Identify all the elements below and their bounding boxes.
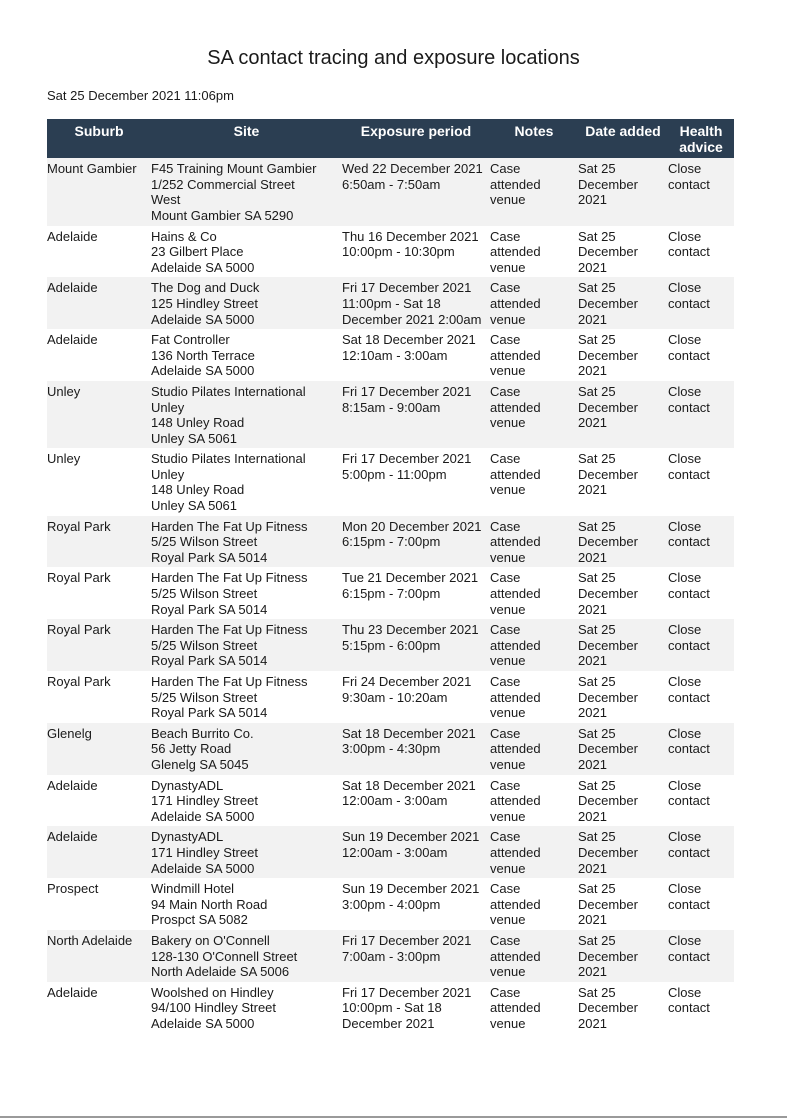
notes-cell: Case attended venue [490,516,578,568]
site-line: Beach Burrito Co. [151,725,254,741]
site-line: Adelaide SA 5000 [151,259,255,275]
table-row [47,930,734,982]
suburb-cell: Royal Park [47,516,151,568]
health-advice-cell: Close contact [668,671,734,723]
table-header [47,119,734,158]
site-line: Harden The Fat Up Fitness [151,518,308,534]
date-added-cell: Sat 25 December 2021 [578,723,668,775]
health-advice-cell: Close contact [668,381,734,448]
notes-cell: Case attended venue [490,723,578,775]
site-cell [151,567,342,619]
site-line: Harden The Fat Up Fitness [151,570,308,586]
date-added-cell: Sat 25 December 2021 [578,226,668,278]
exposure-period-cell: Fri 17 December 2021 7:00am - 3:00pm [342,930,490,982]
site-cell [151,723,342,775]
column-header-notes: Notes [490,119,578,158]
date-added-cell: Sat 25 December 2021 [578,567,668,619]
date-added-cell: Sat 25 December 2021 [578,619,668,671]
date-added-cell: Sat 25 December 2021 [578,516,668,568]
column-header-health-advice: Health advice [668,119,734,158]
table-row [47,277,734,329]
exposure-period-cell: Wed 22 December 2021 6:50am - 7:50am [342,158,490,225]
exposure-period-cell: Sat 18 December 2021 3:00pm - 4:30pm [342,723,490,775]
exposure-period-cell: Tue 21 December 2021 6:15pm - 7:00pm [342,567,490,619]
date-added-cell: Sat 25 December 2021 [578,158,668,225]
date-added-cell: Sat 25 December 2021 [578,277,668,329]
date-added-cell: Sat 25 December 2021 [578,381,668,448]
site-line: Adelaide SA 5000 [151,860,255,876]
exposure-period-cell: Fri 24 December 2021 9:30am - 10:20am [342,671,490,723]
column-header-site: Site [151,119,342,158]
site-cell [151,826,342,878]
site-line: 56 Jetty Road [151,741,232,757]
site-cell [151,619,342,671]
notes-cell: Case attended venue [490,930,578,982]
table-body [47,158,734,1033]
site-cell [151,158,342,225]
site-cell [151,775,342,827]
site-cell [151,329,342,381]
site-line: Unley [151,399,185,415]
site-line: 5/25 Wilson Street [151,637,258,653]
exposure-period-cell: Sat 18 December 2021 12:10am - 3:00am [342,329,490,381]
site-line: Royal Park SA 5014 [151,653,268,669]
table-row [47,723,734,775]
table-row [47,516,734,568]
site-line: 148 Unley Road [151,415,245,431]
site-line: Adelaide SA 5000 [151,311,255,327]
table-row [47,826,734,878]
notes-cell: Case attended venue [490,671,578,723]
table-row [47,381,734,448]
site-line: 94 Main North Road [151,896,268,912]
site-line: Unley SA 5061 [151,498,238,514]
notes-cell: Case attended venue [490,775,578,827]
date-added-cell: Sat 25 December 2021 [578,329,668,381]
notes-cell: Case attended venue [490,277,578,329]
health-advice-cell: Close contact [668,226,734,278]
table-row [47,226,734,278]
site-line: Studio Pilates International [151,383,306,399]
column-header-suburb: Suburb [47,119,151,158]
exposure-period-cell: Sat 18 December 2021 12:00am - 3:00am [342,775,490,827]
site-line: F45 Training Mount Gambier [151,161,317,177]
site-line: West [151,192,181,208]
notes-cell: Case attended venue [490,567,578,619]
site-line: 5/25 Wilson Street [151,586,258,602]
site-cell [151,982,342,1034]
health-advice-cell: Close contact [668,878,734,930]
site-cell [151,381,342,448]
table-row [47,158,734,225]
health-advice-cell: Close contact [668,516,734,568]
suburb-cell: Adelaide [47,982,151,1034]
suburb-cell: Royal Park [47,619,151,671]
site-line: 94/100 Hindley Street [151,1000,277,1016]
health-advice-cell: Close contact [668,826,734,878]
site-line: 5/25 Wilson Street [151,689,258,705]
site-line: Adelaide SA 5000 [151,1015,255,1031]
site-cell [151,448,342,515]
table-row [47,567,734,619]
site-line: North Adelaide SA 5006 [151,964,290,980]
site-line: 1/252 Commercial Street [151,176,295,192]
health-advice-cell: Close contact [668,775,734,827]
suburb-cell: Adelaide [47,277,151,329]
site-line: 23 Gilbert Place [151,244,244,260]
suburb-cell: Adelaide [47,329,151,381]
date-added-cell: Sat 25 December 2021 [578,671,668,723]
site-line: Royal Park SA 5014 [151,705,268,721]
site-line: Unley SA 5061 [151,430,238,446]
date-added-cell: Sat 25 December 2021 [578,775,668,827]
health-advice-cell: Close contact [668,329,734,381]
suburb-cell: Royal Park [47,567,151,619]
health-advice-cell: Close contact [668,982,734,1034]
site-line: 125 Hindley Street [151,295,258,311]
site-line: Unley [151,466,185,482]
suburb-cell: Mount Gambier [47,158,151,225]
site-cell [151,878,342,930]
exposure-period-cell: Fri 17 December 2021 10:00pm - Sat 18 December 2021 [342,982,490,1034]
exposure-period-cell: Thu 23 December 2021 5:15pm - 6:00pm [342,619,490,671]
date-added-cell: Sat 25 December 2021 [578,930,668,982]
header-row [47,119,734,158]
site-line: DynastyADL [151,829,224,845]
table-row [47,671,734,723]
notes-cell: Case attended venue [490,878,578,930]
site-line: 128-130 O'Connell Street [151,948,298,964]
notes-cell: Case attended venue [490,381,578,448]
date-added-cell: Sat 25 December 2021 [578,982,668,1034]
site-cell [151,226,342,278]
table-row [47,619,734,671]
site-line: Harden The Fat Up Fitness [151,622,308,638]
site-line: Windmill Hotel [151,881,235,897]
health-advice-cell: Close contact [668,723,734,775]
exposure-period-cell: Fri 17 December 2021 8:15am - 9:00am [342,381,490,448]
site-cell [151,516,342,568]
date-added-cell: Sat 25 December 2021 [578,826,668,878]
report-timestamp: Sat 25 December 2021 11:06pm [47,88,234,103]
site-line: Fat Controller [151,332,230,348]
site-line: 171 Hindley Street [151,844,258,860]
suburb-cell: Unley [47,448,151,515]
notes-cell: Case attended venue [490,448,578,515]
site-line: Hains & Co [151,228,217,244]
site-line: The Dog and Duck [151,280,260,296]
date-added-cell: Sat 25 December 2021 [578,878,668,930]
exposure-period-cell: Sun 19 December 2021 3:00pm - 4:00pm [342,878,490,930]
suburb-cell: Royal Park [47,671,151,723]
site-line: Royal Park SA 5014 [151,601,268,617]
page-title: SA contact tracing and exposure locations [207,47,580,69]
health-advice-cell: Close contact [668,277,734,329]
notes-cell: Case attended venue [490,982,578,1034]
site-line: Harden The Fat Up Fitness [151,674,308,689]
site-cell [151,671,342,723]
site-line: DynastyADL [151,777,224,793]
table-row [47,878,734,930]
site-line: Adelaide SA 5000 [151,363,255,379]
suburb-cell: Adelaide [47,826,151,878]
table-row [47,775,734,827]
notes-cell: Case attended venue [490,619,578,671]
health-advice-cell: Close contact [668,158,734,225]
suburb-cell: Unley [47,381,151,448]
exposure-period-cell: Fri 17 December 2021 11:00pm - Sat 18 December 2021 2:00am [342,277,490,329]
site-line: 136 North Terrace [151,347,255,363]
exposure-locations-table [47,119,734,1033]
site-line: 148 Unley Road [151,482,245,498]
site-cell [151,930,342,982]
site-line: Mount Gambier SA 5290 [151,207,294,223]
site-line: Royal Park SA 5014 [151,549,268,565]
site-line: Bakery on O'Connell [151,932,270,948]
notes-cell: Case attended venue [490,226,578,278]
site-line: Adelaide SA 5000 [151,808,255,824]
notes-cell: Case attended venue [490,158,578,225]
table-row [47,448,734,515]
site-line: Woolshed on Hindley [151,984,274,1000]
exposure-period-cell: Sun 19 December 2021 12:00am - 3:00am [342,826,490,878]
suburb-cell: Adelaide [47,226,151,278]
site-line: Studio Pilates International [151,451,306,467]
date-added-cell: Sat 25 December 2021 [578,448,668,515]
site-line: Prospct SA 5082 [151,912,248,928]
column-header-date-added: Date added [578,119,668,158]
site-line: 5/25 Wilson Street [151,534,258,550]
exposure-period-cell: Mon 20 December 2021 6:15pm - 7:00pm [342,516,490,568]
table-row [47,329,734,381]
notes-cell: Case attended venue [490,826,578,878]
health-advice-cell: Close contact [668,448,734,515]
table-row [47,982,734,1034]
exposure-period-cell: Thu 16 December 2021 10:00pm - 10:30pm [342,226,490,278]
suburb-cell: Prospect [47,878,151,930]
health-advice-cell: Close contact [668,619,734,671]
suburb-cell: North Adelaide [47,930,151,982]
suburb-cell: Glenelg [47,723,151,775]
health-advice-cell: Close contact [668,930,734,982]
column-header-exposure-period: Exposure period [342,119,490,158]
health-advice-cell: Close contact [668,567,734,619]
site-line: 171 Hindley Street [151,793,258,809]
notes-cell: Case attended venue [490,329,578,381]
site-line: Glenelg SA 5045 [151,756,249,772]
site-cell [151,277,342,329]
exposure-period-cell: Fri 17 December 2021 5:00pm - 11:00pm [342,448,490,515]
suburb-cell: Adelaide [47,775,151,827]
